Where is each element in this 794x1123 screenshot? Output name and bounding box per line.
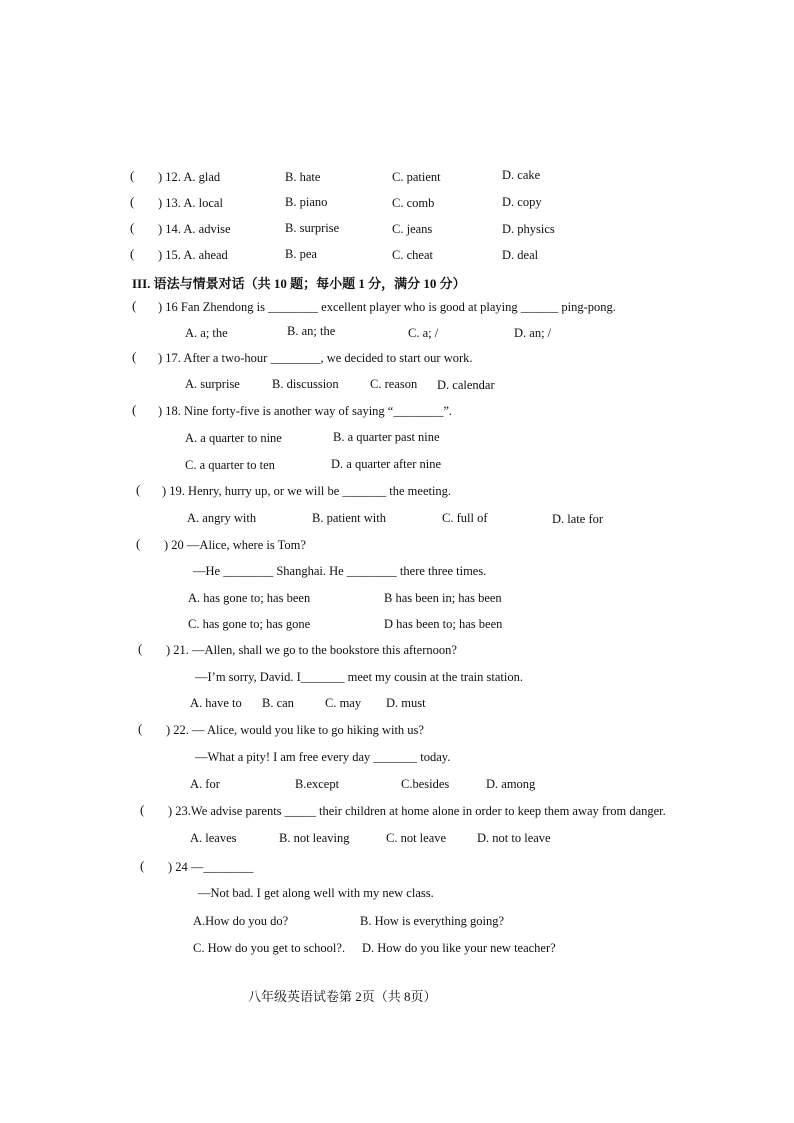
answer-paren[interactable]: ( — [130, 220, 135, 235]
question-12: ) 12. A. glad — [158, 170, 221, 184]
question-14: ) 14. A. advise — [158, 222, 231, 236]
option-label: C. — [392, 222, 407, 236]
option-b: B. not leaving — [279, 831, 350, 845]
question-19-stem: ) 19. Henry, hurry up, or we will be _______ the meeting. — [162, 484, 452, 498]
answer-paren[interactable]: ( — [130, 246, 135, 261]
option-d: D. How do you like your new teacher? — [362, 941, 556, 955]
option-label: B. — [285, 247, 300, 261]
option-b: B. patient with — [312, 511, 386, 525]
answer-paren[interactable]: ( — [130, 168, 135, 183]
option-c: C. a quarter to ten — [185, 458, 275, 472]
question-24-stem: ) 24 —________ — [168, 860, 254, 874]
option-c: C. full of — [442, 511, 488, 525]
option-c — [392, 248, 433, 263]
option-a: A. has gone to; has been — [188, 591, 311, 605]
answer-paren[interactable]: ( — [138, 721, 143, 736]
option-b — [285, 195, 327, 210]
option-label: C. — [392, 248, 407, 262]
question-number: 15 — [165, 248, 178, 262]
option-d: D. must — [386, 696, 426, 710]
option-a: ahead — [198, 248, 228, 262]
option-a: A. angry with — [187, 511, 257, 525]
option-d — [502, 248, 538, 263]
option-d: D. a quarter after nine — [331, 457, 442, 471]
option-word: hate — [299, 170, 321, 184]
answer-paren[interactable]: ( — [138, 641, 143, 656]
option-a: A. surprise — [185, 377, 240, 391]
option-c: C. has gone to; has gone — [188, 617, 311, 631]
option-word: surprise — [299, 221, 340, 235]
option-d: D. calendar — [437, 378, 495, 392]
option-a: A. leaves — [190, 831, 237, 845]
option-label: D. — [502, 248, 518, 262]
option-c: C. How do you get to school?. — [193, 941, 346, 955]
option-b: B. discussion — [272, 377, 339, 391]
question-21-stem: ) 21. —Allen, shall we go to the bookstore this afternoon? — [166, 643, 457, 657]
page-footer: 八年级英语试卷第 2页（共 8页） — [248, 989, 437, 1004]
question-17-stem: ) 17. After a two-hour ________, we decided to start our work. — [158, 351, 473, 365]
option-label: C. — [392, 196, 407, 210]
question-20-stem: ) 20 —Alice, where is Tom? — [164, 538, 306, 552]
option-c — [392, 170, 441, 185]
option-a: local — [198, 196, 223, 210]
option-word: pea — [299, 247, 317, 261]
question-22-line2: —What a pity! I am free every day _______ today. — [195, 750, 451, 764]
question-18-stem: ) 18. Nine forty-five is another way of saying “________”. — [158, 404, 453, 418]
answer-paren[interactable]: ( — [136, 536, 141, 551]
option-d: D. not to leave — [477, 831, 551, 845]
question-16-stem: ) 16 Fan Zhendong is ________ excellent player who is good at playing ______ ping-pong. — [158, 300, 616, 314]
option-b: B.except — [295, 777, 340, 791]
answer-paren[interactable]: ( — [140, 802, 145, 817]
option-b: B. an; the — [287, 324, 336, 338]
option-label: D. — [502, 195, 518, 209]
question-13: ) 13. A. local — [158, 196, 223, 210]
option-d: D. late for — [552, 512, 604, 526]
option-c — [392, 196, 434, 211]
option-label: A. — [183, 170, 199, 184]
option-label: B. — [285, 221, 300, 235]
option-c: C. may — [325, 696, 362, 710]
answer-paren[interactable]: ( — [132, 402, 137, 417]
section-title: III. 语法与情景对话（共 10 题；每小题 1 分，满分 10 分） — [132, 276, 466, 291]
option-word: comb — [406, 196, 435, 210]
option-b: B. a quarter past nine — [333, 430, 440, 444]
option-b — [285, 170, 320, 185]
option-word: cheat — [406, 248, 433, 262]
option-word: copy — [517, 195, 542, 209]
option-b: B. can — [262, 696, 294, 710]
option-d — [502, 222, 555, 237]
option-word: cake — [517, 168, 541, 182]
question-number: 14 — [165, 222, 178, 236]
option-label: A. — [183, 196, 199, 210]
option-c — [392, 222, 432, 237]
option-c: C. reason — [370, 377, 418, 391]
answer-paren[interactable]: ( — [132, 349, 137, 364]
option-label: D. — [502, 168, 518, 182]
option-d — [502, 195, 542, 210]
option-d: D has been to; has been — [384, 617, 503, 631]
option-c: C. a; / — [408, 326, 439, 340]
question-21-line2: —I’m sorry, David. I_______ meet my cousin at the train station. — [195, 670, 523, 684]
option-a: advise — [198, 222, 231, 236]
option-b: B has been in; has been — [384, 591, 502, 605]
option-label: C. — [392, 170, 407, 184]
answer-paren[interactable]: ( — [136, 482, 141, 497]
option-b — [285, 221, 339, 236]
question-number: 12 — [165, 170, 178, 184]
question-number: 13 — [165, 196, 178, 210]
option-word: jeans — [406, 222, 433, 236]
option-label: B. — [285, 195, 300, 209]
answer-paren[interactable]: ( — [130, 194, 135, 209]
option-a: A.How do you do? — [193, 914, 289, 928]
option-a: glad — [198, 170, 221, 184]
option-word: patient — [406, 170, 441, 184]
answer-paren[interactable]: ( — [132, 298, 137, 313]
option-b: B. How is everything going? — [360, 914, 505, 928]
question-15: ) 15. A. ahead — [158, 248, 228, 262]
option-word: deal — [517, 248, 539, 262]
option-d — [502, 168, 540, 183]
option-a: A. have to — [190, 696, 242, 710]
option-word: piano — [299, 195, 328, 209]
option-d: D. among — [486, 777, 536, 791]
option-label: D. — [502, 222, 518, 236]
option-a: A. a; the — [185, 326, 228, 340]
question-22-stem: ) 22. — Alice, would you like to go hiking with us? — [166, 723, 424, 737]
question-24-line2: —Not bad. I get along well with my new class. — [198, 886, 434, 900]
answer-paren[interactable]: ( — [140, 858, 145, 873]
option-a: A. for — [190, 777, 220, 791]
option-b — [285, 247, 317, 262]
option-c: C. not leave — [386, 831, 447, 845]
option-label: A. — [183, 222, 199, 236]
question-23-stem: ) 23.We advise parents _____ their children at home alone in order to keep them away from danger. — [168, 804, 666, 818]
question-20-line2: —He ________ Shanghai. He ________ there three times. — [193, 564, 487, 578]
option-d: D. an; / — [514, 326, 552, 340]
option-label: B. — [285, 170, 300, 184]
option-a: A. a quarter to nine — [185, 431, 282, 445]
option-c: C.besides — [401, 777, 450, 791]
option-label: A. — [183, 248, 199, 262]
option-word: physics — [517, 222, 555, 236]
